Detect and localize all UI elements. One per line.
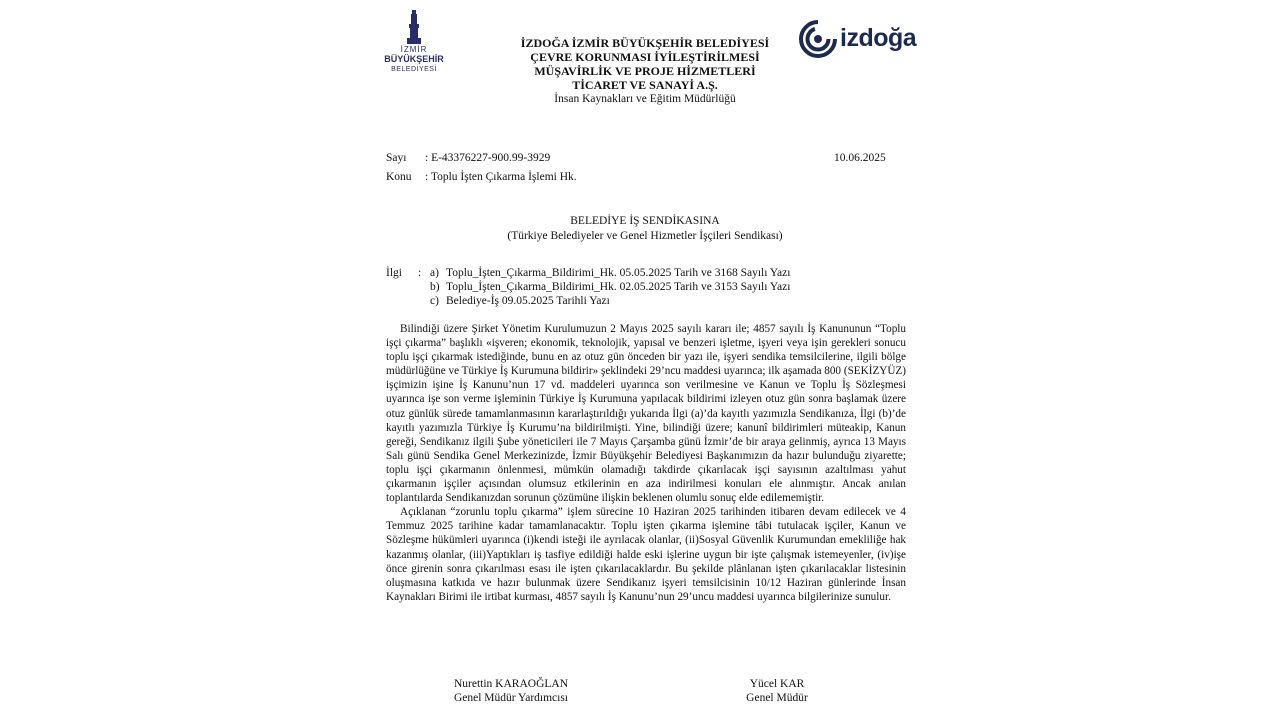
ilgi-item-text: Belediye-İş 09.05.2025 Tarihli Yazı xyxy=(446,295,610,307)
konu-label: Konu xyxy=(386,171,412,183)
ilgi-item xyxy=(430,280,790,294)
body-paragraph-1: Bilindiği üzere Şirket Yönetim Kurulumuzun 2 Mayıs 2025 sayılı kararı ile; 4857 sayılı İş Kanununun “Toplu işçi çıkarma” başlıklı «işveren; ekonomik, teknolojik, yapısal ve benzeri işletme, işyeri veya işin gerekleri sonucu toplu işçi çıkarmak istediğinde, bunu en az otuz gün önceden bir yazı ile, işyeri sendika temsilcilerine, ilgili bölge müdürlüğüne ve Türkiye İş Kurumuna bildirir» şeklindeki 29’ncu maddesi uyarınca; ilk aşamada 800 (SEKİZYÜZ) işçimizin işine İş Kanunu’nun 17 vd. maddeleri uyarınca son verilmesine ve Kanun ve Toplu İş Sözleşmesi uyarınca işe son verme işleminin Türkiye İş Kurumuna yapılacak bildirimi izleyen otuz gün sonra başlamak üzere otuz günlük sürede tamamlanmasının kararlaştırıldığı yukarıda İlgi (a)’da kayıtlı yazımızla Sendikanıza, İlgi (b)’de kayıtlı yazımızla Türkiye İş Kurumu’na bildirilmişti. Yine, bilindiği üzere; kanunî bildirimleri müteakip, Kanun gereği, Sendikanız ilgili Şube yöneticileri ile 7 Mayıs Çarşamba günü İzmir’de bir araya gelinmiş, ayrıca 13 Mayıs Salı günü Sendika Genel Merkezinizde, İzmir Büyükşehir Belediyesi Başkanımızın da hazır bulunduğu ziyarette; toplu işçi çıkarmanın önlenmesi, mümkün olamadığı takdirde çıkarılacak işçi sayısının azaltılması yahut çıkarmanın işçiler açısından olumsuz etkilerinin en aza indirilmesi konuları ele alınmıştır. Ancak anılan toplantılarda Sendikanızdan sorunun çözümüne ilişkin beklenen olumlu sonuç elde edilememiştir. xyxy=(386,323,906,505)
header-line-3: MÜŞAVİRLİK VE PROJE HİZMETLERİ xyxy=(534,64,756,78)
ilgi-colon: : xyxy=(418,267,422,279)
sayi-label: Sayı xyxy=(386,152,407,164)
signatory-name: Nurettin KARAOĞLAN xyxy=(453,678,569,690)
logo-text-belediyesi: BELEDİYESİ xyxy=(391,66,437,73)
header-line-2: ÇEVRE KORUNMASI İYİLEŞTİRİLMESİ xyxy=(530,50,760,64)
signature-left xyxy=(411,677,611,705)
document-date: 10.06.2025 xyxy=(834,152,886,164)
konu-line xyxy=(386,170,686,184)
logo-text-izmir: İZMİR xyxy=(400,45,428,54)
addressee-block xyxy=(420,214,870,244)
ilgi-item-text: Toplu_İşten_Çıkarma_Bildirimi_Hk. 05.05.2025 Tarih ve 3168 Sayılı Yazı xyxy=(446,267,791,279)
addressee-title: BELEDİYE İŞ SENDİKASINA xyxy=(570,215,720,227)
logo-text-buyuksehir: BÜYÜKŞEHİR xyxy=(384,54,444,64)
header-line-4: TİCARET VE SANAYİ A.Ş. xyxy=(572,78,718,92)
body-paragraph-2: Açıklanan “zorunlu toplu çıkarma” işlem sürecine 10 Haziran 2025 tarihinden itibaren devam edilecek ve 4 Temmuz 2025 tarihine kadar tamamlanacaktır. Toplu işten çıkarma işlemine tâbi tutulacak işçiler, Kanun ve Sözleşme hükümleri uyarınca (i)kendi isteği ile ayrılacak olanlar, (ii)Sosyal Güvenlik Kurumundan emekliliğe hak kazanmış olanlar, (iii)Yaptıkları iş tasfiye edildiği halde eski işlerine uygun bir işte çalışmak istemeyenler, (iv)işe önce girenin sonra çıkarılması esası ile işten çıkarılacaklardır. Bu şekilde plânlanan işten çıkarılacaklar listesinin oluşmasına katkıda ve hazır bulunmak üzere Sendikanız işyeri temsilcisinin 10/12 Haziran günlerinde İnsan Kaynakları Birimi ile irtibat kurması, 4857 sayılı İş Kanunu’nun 29’uncu maddesi uyarınca bilgilerinize sunulur. xyxy=(386,506,906,603)
ilgi-item xyxy=(430,294,610,308)
ilgi-item-letter: c) xyxy=(430,295,439,307)
izdoga-wordmark: izdoğa xyxy=(840,24,917,52)
konu-value: : Toplu İşten Çıkarma İşlemi Hk. xyxy=(425,171,577,183)
header-department: İnsan Kaynakları ve Eğitim Müdürlüğü xyxy=(554,93,736,105)
ilgi-item-letter: a) xyxy=(430,267,439,279)
sayi-value: : E-43376227-900.99-3929 xyxy=(425,152,551,164)
signatory-title: Genel Müdür Yardımcısı xyxy=(453,692,569,704)
ilgi-item xyxy=(430,266,790,280)
ilgi-item-letter: b) xyxy=(430,281,440,293)
clock-tower-icon xyxy=(400,10,428,44)
header-line-1: İZDOĞA İZMİR BÜYÜKŞEHİR BELEDİYESİ xyxy=(520,36,770,50)
izmir-buyuksehir-logo xyxy=(378,10,450,76)
letterhead xyxy=(470,36,820,106)
ilgi-label: İlgi xyxy=(386,267,402,279)
sayi-line xyxy=(386,151,686,165)
signatory-title: Genel Müdür xyxy=(746,692,808,704)
addressee-subtitle: (Türkiye Belediyeler ve Genel Hizmetler İşçileri Sendikası) xyxy=(507,230,783,242)
ilgi-item-text: Toplu_İşten_Çıkarma_Bildirimi_Hk. 02.05.2025 Tarih ve 3153 Sayılı Yazı xyxy=(446,281,791,293)
signature-right xyxy=(677,677,877,705)
signatory-name: Yücel KAR xyxy=(749,678,805,690)
letter-body xyxy=(386,322,906,604)
